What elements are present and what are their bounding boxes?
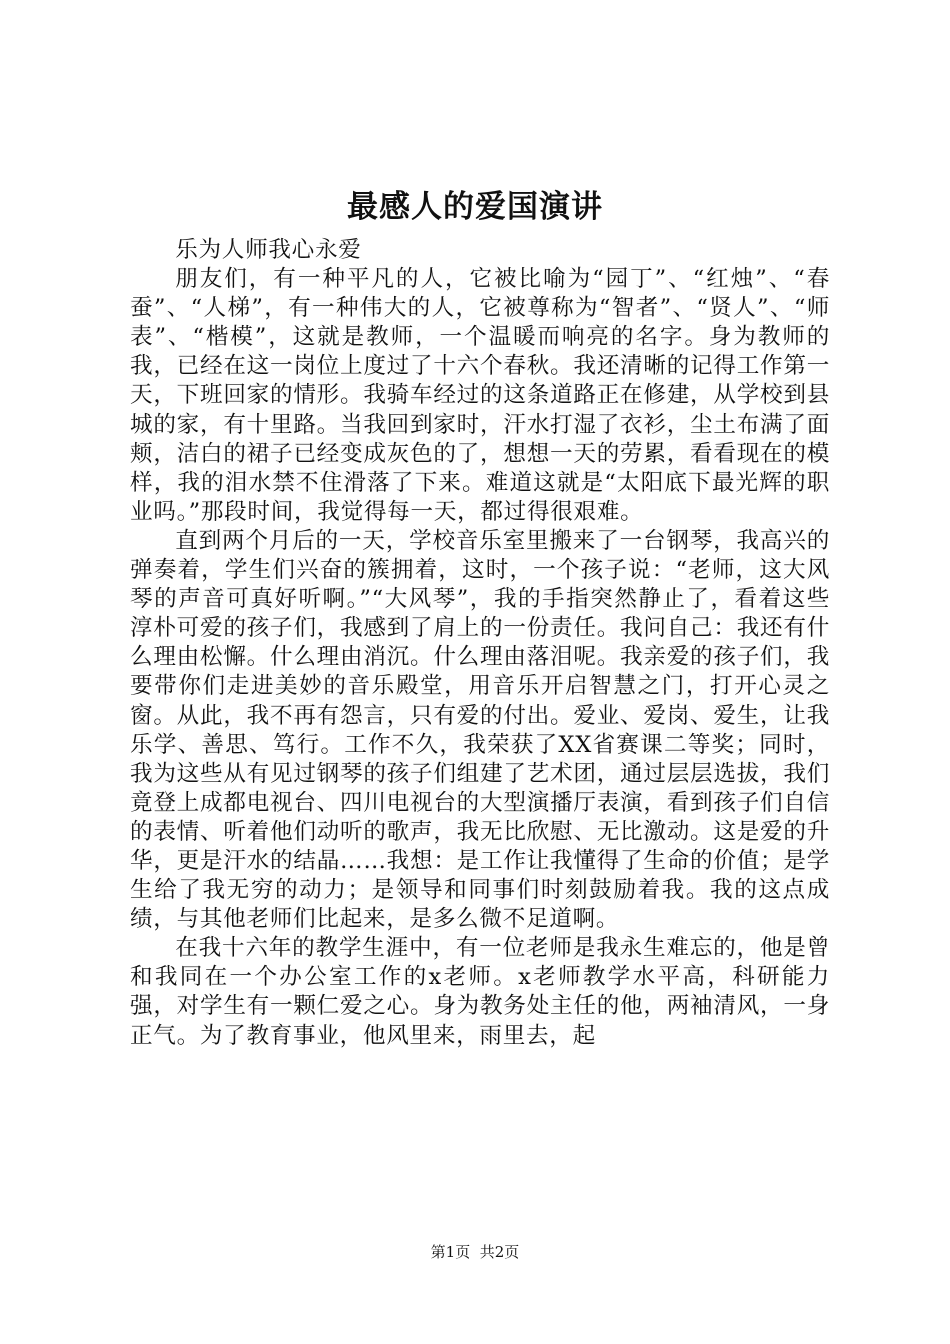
page-total: 共2页: [479, 1243, 520, 1261]
paragraph-3: 在我十六年的教学生涯中，有一位老师是我永生难忘的，他是曾和我同在一个办公室工作的x老师。x老师教学水平高，科研能力强，对学生有一颗仁爱之心。身为教务处主任的他，两袖清风，一身正气。为了教育事业，他风里来，雨里去，起: [130, 935, 830, 1049]
page-number: 第1页: [430, 1243, 471, 1261]
subtitle: 乐为人师我心永爱: [175, 237, 362, 263]
page-footer: [0, 1242, 950, 1262]
paragraph-1: 朋友们，有一种平凡的人，它被比喻为“园丁”、“红烛”、“春蚕”、“人梯”，有一种伟大的人，它被尊称为“智者”、“贤人”、“师表”、“楷模”，这就是教师，一个温暖而响亮的名字。身为教师的我，已经在这一岗位上度过了十六个春秋。我还清晰的记得工作第一天，下班回家的情形。我骑车经过的这条道路正在修建，从学校到县城的家，有十里路。当我回到家时，汗水打湿了衣衫，尘土布满了面颊，洁白的裙子已经变成灰色的了，想想一天的劳累，看看现在的模样，我的泪水禁不住滑落了下来。难道这就是“太阳底下最光辉的职业吗。”那段时间，我觉得每一天，都过得很艰难。: [130, 266, 830, 525]
document-body: [130, 236, 830, 1051]
document-title: 最感人的爱国演讲: [347, 189, 603, 225]
paragraph-2: 直到两个月后的一天，学校音乐室里搬来了一台钢琴，我高兴的弹奏着，学生们兴奋的簇拥着，这时，一个孩子说：“老师，这大风琴的声音可真好听啊。”“大风琴”，我的手指突然静止了，看着这些淳朴可爱的孩子们，我感到了肩上的一份责任。我问自己：我还有什么理由松懈。什么理由消沉。什么理由落泪呢。我亲爱的孩子们，我要带你们走进美妙的音乐殿堂，用音乐开启智慧之门，打开心灵之窗。从此，我不再有怨言，只有爱的付出。爱业、爱岗、爱生，让我乐学、善思、笃行。工作不久，我荣获了XX省赛课二等奖；同时，我为这些从有见过钢琴的孩子们组建了艺术团，通过层层选拔，我们竟登上成都电视台、四川电视台的大型演播厅表演，看到孩子们自信的表情、听着他们动听的歌声，我无比欣慰、无比激动。这是爱的升华，更是汗水的结晶……我想：是工作让我懂得了生命的价值；是学生给了我无穷的动力；是领导和同事们时刻鼓励着我。我的这点成绩，与其他老师们比起来，是多么微不足道啊。: [130, 527, 830, 933]
